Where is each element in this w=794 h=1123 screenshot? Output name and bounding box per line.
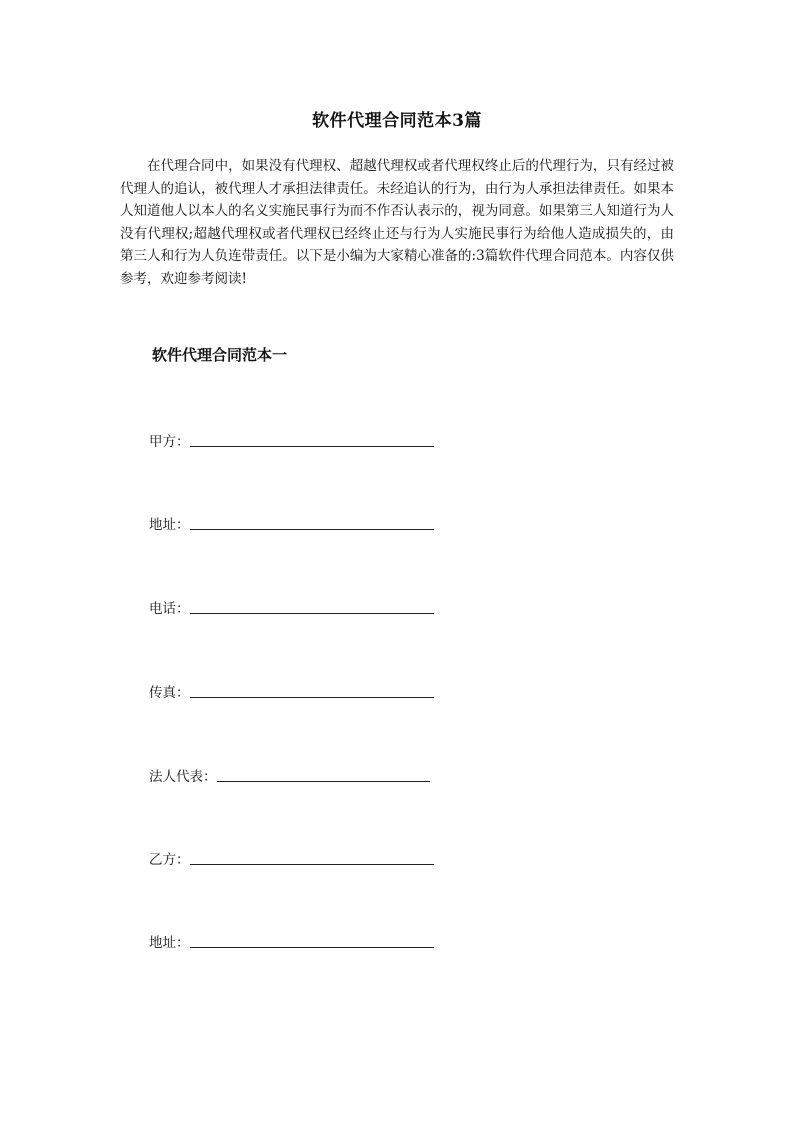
field-label: 电话：: [149, 601, 190, 617]
intro-paragraph: [120, 155, 674, 290]
field-label: 甲方：: [149, 434, 190, 450]
field-label: 乙方：: [149, 852, 190, 868]
fill-in-line[interactable]: [217, 780, 430, 782]
document-title: 软件代理合同范本3篇: [312, 111, 482, 131]
party-b-field: [149, 848, 434, 868]
legal-representative-field: [149, 765, 430, 785]
address-field: [149, 513, 434, 533]
fill-in-line[interactable]: [190, 863, 434, 865]
fill-in-line[interactable]: [190, 612, 434, 614]
fill-in-line[interactable]: [190, 946, 434, 948]
intro-text: 在代理合同中，如果没有代理权、超越代理权或者代理权终止后的代理行为，只有经过被代理人的追认，被代理人才承担法律责任。未经追认的行为，由行为人承担法律责任。如果本人知道他人以本人的名义实施民事行为而不作否认表示的，视为同意。如果第三人知道行为人没有代理权;超越代理权或者代理权已经终止还与行为人实施民事行为给他人造成损失的，由第三人和行为人负连带责任。以下是小编为大家精心准备的:3篇软件代理合同范本。内容仅供参考，欢迎参考阅读!: [120, 158, 674, 287]
field-label: 传真：: [149, 685, 190, 701]
party-a-field: [149, 430, 434, 450]
section-heading: 软件代理合同范本一: [152, 346, 288, 364]
fill-in-line[interactable]: [190, 528, 434, 530]
phone-field: [149, 597, 434, 617]
field-label: 地址：: [149, 935, 190, 951]
fax-field: [149, 681, 434, 701]
address-field-b: [149, 931, 434, 951]
field-label: 法人代表：: [149, 769, 217, 785]
field-label: 地址：: [149, 517, 190, 533]
fill-in-line[interactable]: [190, 445, 434, 447]
fill-in-line[interactable]: [190, 696, 434, 698]
